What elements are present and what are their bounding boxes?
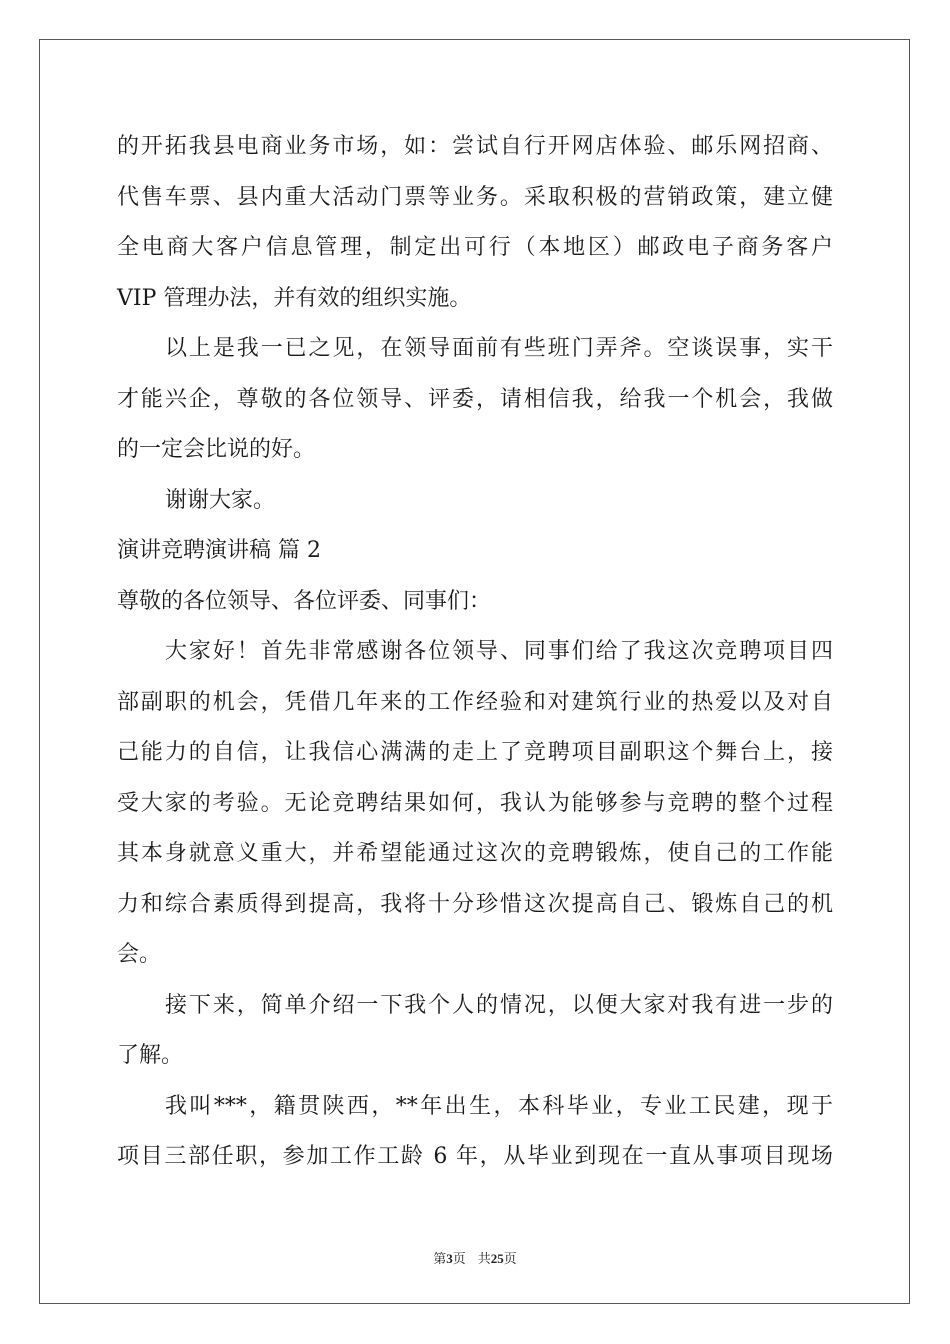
text-line: 力和综合素质得到提高，我将十分珍惜这次提高自己、锻炼自己的机 [117,891,833,917]
text-line: 大家好！首先非常感谢各位领导、同事们给了我这次竞聘项目四 [165,639,833,664]
page-suffix: 页 [452,1251,466,1266]
text-line: 会。 [117,942,162,967]
text-line: 接下来，简单介绍一下我个人的情况，以便大家对我有进一步的 [165,992,833,1018]
text-line: 的开拓我县电商业务市场，如：尝试自行开网店体验、邮乐网招商、 [117,134,833,159]
text-line: 其本身就意义重大，并希望能通过这次的竞聘锻炼，使自己的工作能 [117,841,833,866]
text-line: 我叫***，籍贯陕西，**年出生，本科毕业，专业工民建，现于 [165,1093,833,1119]
section-heading: 演讲竞聘演讲稿 篇 2 [117,538,321,563]
text-line: 代售车票、县内重大活动门票等业务。采取积极的营销政策，建立健 [117,184,833,210]
text-line: 项目三部任职，参加工作工龄 6 年，从毕业到现在一直从事项目现场 [117,1144,833,1169]
text-line: 了解。 [117,1043,184,1068]
text-line: 受大家的考验。无论竞聘结果如何，我认为能够参与竞聘的整个过程 [117,790,833,816]
total-prefix: 共 [477,1251,491,1266]
text-line: 才能兴企，尊敬的各位领导、评委，请相信我，给我一个机会，我做 [117,386,833,412]
total-suffix: 页 [503,1251,517,1266]
document-body [117,122,833,1183]
text-line: 己能力的自信，让我信心满满的走上了竞聘项目副职这个舞台上，接 [117,740,833,765]
text-line: 全电商大客户信息管理，制定出可行（本地区）邮政电子商务客户 [117,235,833,260]
text-line: 的一定会比说的好。 [117,437,316,462]
text-line: VIP 管理办法，并有效的组织实施。 [117,285,472,311]
page-number: 3 [446,1251,453,1266]
page-footer [0,1248,950,1267]
salutation: 尊敬的各位领导、各位评委、同事们： [117,588,492,614]
text-line: 以上是我一已之见，在领导面前有些班门弄斧。空谈误事，实干 [165,336,833,361]
text-line: 部副职的机会，凭借几年来的工作经验和对建筑行业的热爱以及对自 [117,689,833,715]
text-line: 谢谢大家。 [165,487,276,513]
total-pages: 25 [490,1251,504,1266]
page-prefix: 第 [433,1251,447,1266]
